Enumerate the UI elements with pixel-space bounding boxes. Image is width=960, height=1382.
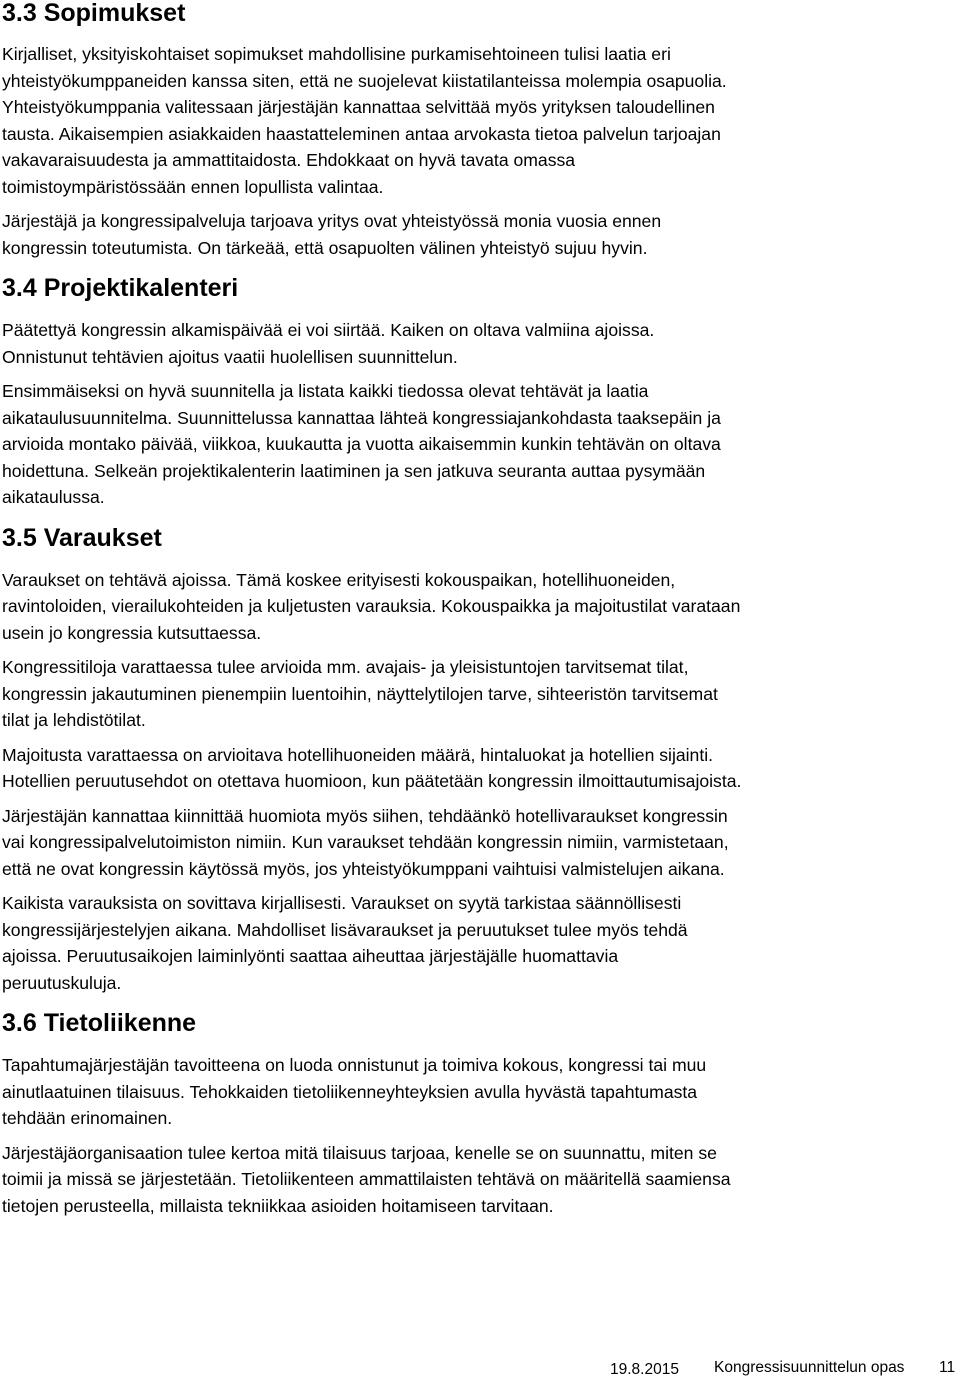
paragraph <box>2 890 956 996</box>
text-line: aikataulusuunnitelma. Suunnittelussa kannattaa lähteä kongressiajankohdasta taaksepäin ja <box>2 407 721 428</box>
text-line: Hotellien peruutusehdot on otettava huomioon, kun päätetään kongressin ilmoittautumisajoista. <box>2 771 742 791</box>
text-line: Kaikista varauksista on sovittava kirjallisesti. Varaukset on syytä tarkistaa säännöllisesti <box>2 893 682 913</box>
text-line: Päätettyä kongressin alkamispäivää ei voi siirtää. Kaiken on oltava valmiina ajoissa. <box>2 320 655 340</box>
text-line: hoidettuna. Selkeän projektikalenterin laatiminen ja sen jatkuva seuranta auttaa pysymään <box>2 460 706 481</box>
text-line: aikataulussa. <box>2 487 105 507</box>
page-number: 11 <box>939 1359 956 1376</box>
text-line: Järjestäjän kannattaa kiinnittää huomiota myös siihen, tehdäänkö hotellivaraukset kongressin <box>2 805 728 826</box>
text-line: vai kongressipalvelutoimiston nimiin. Kun varaukset tehdään kongressin nimiin, varmistetaan, <box>2 832 729 852</box>
text-line: Kongressitiloja varattaessa tulee arvioida mm. avajais- ja yleisistuntojen tarvitsemat tilat, <box>2 657 689 677</box>
footer-date: 19.8.2015 <box>610 1361 679 1378</box>
text-line: peruutuskuluja. <box>2 972 122 993</box>
paragraph <box>2 1052 956 1132</box>
paragraph <box>2 378 956 511</box>
text-line: Onnistunut tehtävien ajoitus vaatii huolellisen suunnittelun. <box>2 346 458 367</box>
text-line: Kirjalliset, yksityiskohtaiset sopimukset mahdollisine purkamisehtoineen tulisi laatia eri <box>2 44 671 64</box>
text-line: Järjestäjä ja kongressipalveluja tarjoava yritys ovat yhteistyössä monia vuosia ennen <box>2 211 662 231</box>
text-line: usein jo kongressia kutsuttaessa. <box>2 622 262 643</box>
document-page <box>2 0 956 1227</box>
text-line: vakavaraisuudesta ja ammattitaidosta. Ehdokkaat on hyvä tavata omassa <box>2 150 576 170</box>
paragraph <box>2 742 956 795</box>
section-heading: 3.5 Varaukset <box>2 523 162 552</box>
text-line: ajoissa. Peruutusaikojen laiminlyönti saattaa aiheuttaa järjestäjälle huomattavia <box>2 946 619 966</box>
paragraph <box>2 1140 956 1220</box>
paragraph <box>2 317 956 370</box>
section-heading: 3.4 Projektikalenteri <box>2 274 239 302</box>
text-line: Varaukset on tehtävä ajoissa. Tämä koskee erityisesti kokouspaikan, hotellihuoneiden, <box>2 569 676 590</box>
text-line: toimii ja missä se järjestetään. Tietoliikenteen ammattilaisten tehtävä on määritellä saamiensa <box>2 1169 731 1189</box>
text-line: Ensimmäiseksi on hyvä suunnitella ja listata kaikki tiedossa olevat tehtävät ja laatia <box>2 381 649 401</box>
text-line: Järjestäjäorganisaation tulee kertoa mitä tilaisuus tarjoaa, kenelle se on suunnattu, miten se <box>2 1142 717 1163</box>
text-line: kongressin jakautuminen pienempiin luentoihin, näyttelytilojen tarve, sihteeristön tarvitsemat <box>2 683 718 704</box>
text-line: ravintoloiden, vierailukohteiden ja kuljetusten varauksia. Kokouspaikka ja majoitustilat varataan <box>2 596 741 616</box>
section-heading: 3.3 Sopimukset <box>2 0 186 27</box>
text-line: toimistoympäristössään ennen lopullista valintaa. <box>2 176 384 197</box>
paragraph <box>2 567 956 647</box>
text-line: kongressijärjestelyjen aikana. Mahdolliset lisävaraukset ja peruutukset tulee myös tehdä <box>2 919 688 940</box>
paragraph <box>2 803 956 883</box>
text-line: Yhteistyökumppania valitessaan järjestäjän kannattaa selvittää myös yrityksen taloudellinen <box>2 97 715 117</box>
text-line: kongressin toteutumista. On tärkeää, että osapuolten välinen yhteistyö sujuu hyvin. <box>2 237 648 258</box>
paragraph <box>2 208 956 261</box>
text-line: Tapahtumajärjestäjän tavoitteena on luoda onnistunut ja toimiva kokous, kongressi tai muu <box>2 1055 707 1075</box>
text-line: arvioida montako päivää, viikkoa, kuukautta ja vuotta aikaisemmin kunkin tehtävän on oltava <box>2 434 721 454</box>
page-footer <box>0 1358 960 1382</box>
text-line: tilat ja lehdistötilat. <box>2 710 146 730</box>
text-line: ainutlaatuinen tilaisuus. Tehokkaiden tietoliikenneyhteyksien avulla hyvästä tapahtumasta <box>2 1081 698 1102</box>
text-line: tausta. Aikaisempien asiakkaiden haastatteleminen antaa arvokasta tietoa palvelun tarjoajan <box>2 123 721 144</box>
text-line: Majoitusta varattaessa on arvioitava hotellihuoneiden määrä, hintaluokat ja hotellien sijainti. <box>2 744 714 765</box>
paragraph <box>2 654 956 734</box>
section-heading: 3.6 Tietoliikenne <box>2 1009 197 1037</box>
text-line: tehdään erinomainen. <box>2 1108 173 1128</box>
text-line: tietojen perusteella, millaista tekniikkaa asioiden hoitamiseen tarvitaan. <box>2 1195 554 1216</box>
footer-title: Kongressisuunnittelun opas <box>714 1359 905 1376</box>
paragraph <box>2 41 956 200</box>
text-line: että ne ovat kongressin käytössä myös, jos yhteistyökumppani vaihtuisi valmistelujen aikana. <box>2 858 725 879</box>
text-line: yhteistyökumppaneiden kanssa siten, että ne suojelevat kiistatilanteissa molempia osapuolia. <box>2 70 727 91</box>
